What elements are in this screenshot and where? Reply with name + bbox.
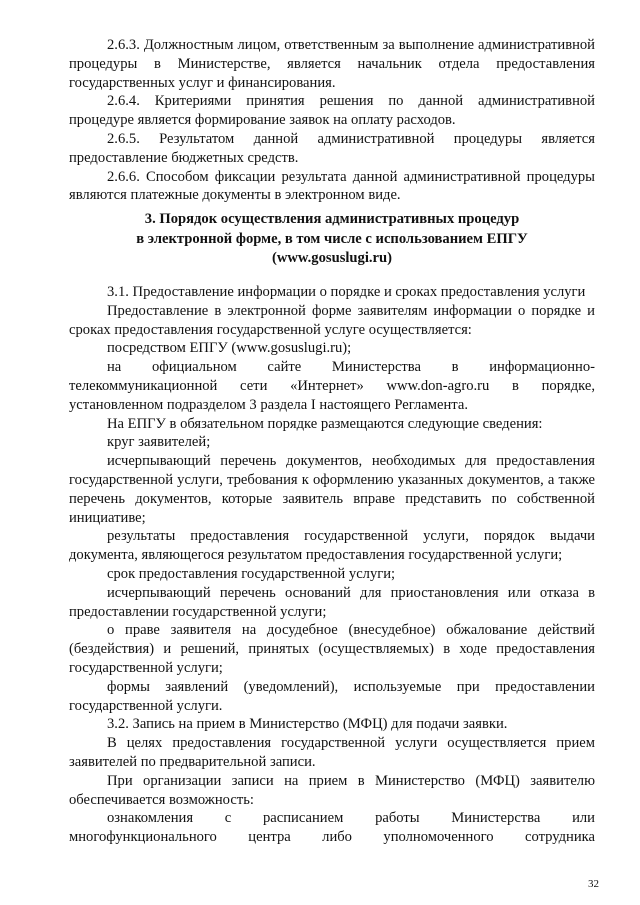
paragraph-2-6-6: 2.6.6. Способом фиксации результата данной административной процедуры являются платежные документы в электронном виде. xyxy=(69,168,595,204)
top-section xyxy=(69,36,595,205)
paragraph: При организации записи на прием в Министерство (МФЦ) заявителю обеспечивается возможность: xyxy=(69,772,595,808)
paragraph: В целях предоставления государственной услуги осуществляется прием заявителей по предварительной записи. xyxy=(69,735,595,770)
page-number: 32 xyxy=(588,878,599,890)
list-item: на официальном сайте Министерства в информационно-телекоммуникационной сети «Интернет» www.don-agro.ru в порядке, установленном подразделом 3 раздела I настоящего Регламента. xyxy=(69,359,595,413)
list-item: срок предоставления государственной услуги; xyxy=(107,565,396,582)
list-item: круг заявителей; xyxy=(107,434,211,451)
paragraph-2-6-4: 2.6.4. Критериями принятия решения по данной административной процедуре является формирование заявок на оплату расходов. xyxy=(69,93,595,129)
paragraph: Предоставление в электронной форме заявителям информации о порядке и сроках предоставления государственной услуге осуществляется: xyxy=(69,302,595,338)
paragraph-3-2: 3.2. Запись на прием в Министерство (МФЦ) для подачи заявки. xyxy=(107,716,508,733)
section-heading xyxy=(69,210,595,269)
list-item: о праве заявителя на досудебное (внесудебное) обжалование действий (бездействия) и решений, принятых (осуществляемых) в ходе предоставления государственной услуги; xyxy=(69,622,595,676)
list-item: результаты предоставления государственной услуги, порядок выдачи документа, являющегося результатом предоставления государственной услуги; xyxy=(69,528,595,564)
paragraph-2-6-3: 2.6.3. Должностным лицом, ответственным за выполнение административной процедуры в Министерстве, является начальник отдела предоставления государственных услуг и финансирования. xyxy=(69,37,595,91)
list-item: исчерпывающий перечень документов, необходимых для предоставления государственной услуги, требования к оформлению указанных документов, а также перечень документов, которые заявитель вправе представить по собственной инициативе; xyxy=(69,453,595,526)
section-heading-line-2: в электронной форме, в том числе с использованием ЕПГУ xyxy=(136,230,528,247)
list-item: посредством ЕПГУ (www.gosuslugi.ru); xyxy=(107,340,352,357)
paragraph-2-6-5: 2.6.5. Результатом данной административной процедуры является предоставление бюджетных средств. xyxy=(69,130,595,166)
list-item: формы заявлений (уведомлений), используемые при предоставлении государственной услуги. xyxy=(69,678,595,714)
paragraph: На ЕПГУ в обязательном порядке размещаются следующие сведения: xyxy=(107,415,543,432)
body-section xyxy=(69,283,595,847)
paragraph-3-1: 3.1. Предоставление информации о порядке и сроках предоставления услуги xyxy=(107,284,586,300)
list-item: исчерпывающий перечень оснований для приостановления или отказа в предоставлении государственной услуги; xyxy=(69,584,595,620)
paragraph: ознакомления с расписанием работы Министерства или многофункционального центра либо уполномоченного сотрудника xyxy=(69,810,595,846)
section-heading-line-1: 3. Порядок осуществления административных процедур xyxy=(144,211,520,227)
section-heading-line-3: (www.gosuslugi.ru) xyxy=(271,250,392,266)
